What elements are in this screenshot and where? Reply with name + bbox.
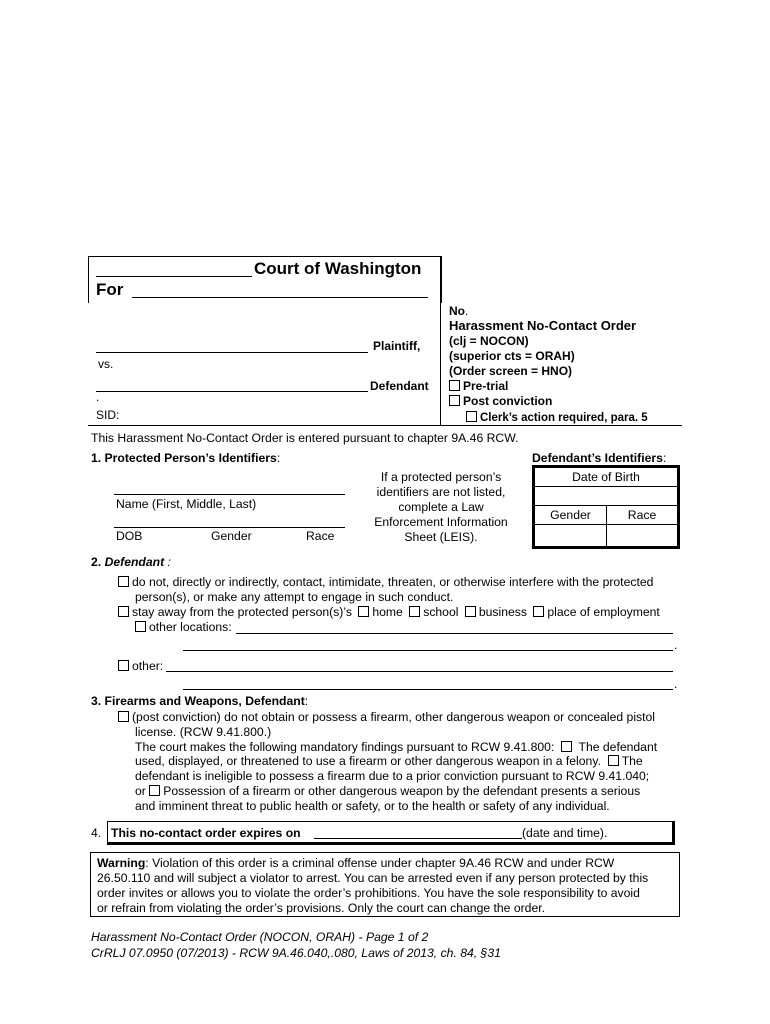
no-contact-checkbox[interactable]	[118, 576, 129, 587]
business-checkbox[interactable]	[465, 606, 476, 617]
section1-heading: 1. Protected Person’s Identifiers:	[91, 451, 281, 465]
clerk-action-option[interactable]: Clerk’s action required, para. 5	[466, 411, 648, 424]
court-county-blank[interactable]	[96, 262, 252, 277]
findings-line-4: or Possession of a firearm or other dangerous weapon by the defendant presents a serious	[135, 784, 641, 798]
findings-line-3: defendant is ineligible to possess a firearm due to a prior conviction pursuant to RCW 9.41.040;	[135, 769, 650, 783]
findings-line: The court makes the following mandatory findings pursuant to RCW 9.41.800: The defendant	[135, 740, 658, 754]
protected-name-blank[interactable]	[114, 480, 345, 495]
dot-mark-1: .	[674, 638, 678, 652]
warning-l3: order invites or allows you to violate the order’s prohibitions. You have the sole responsibility to avoid	[97, 886, 640, 900]
firearm-checkbox[interactable]	[118, 711, 129, 722]
other-blank[interactable]	[166, 658, 673, 672]
def-race-cell[interactable]	[607, 525, 677, 546]
defendant-identifiers-heading: Defendant’s Identifiers:	[532, 451, 667, 465]
warning-l1: Warning: Violation of this order is a criminal offense under chapter 9A.46 RCW and under RCW	[97, 856, 615, 870]
dob-column-header: Date of Birth	[535, 468, 677, 487]
order-title: Harassment No-Contact Order	[449, 318, 637, 333]
home-checkbox[interactable]	[358, 606, 369, 617]
other-locations-checkbox[interactable]	[135, 621, 146, 632]
footer-rule-cite: CrRLJ 07.0950 (07/2013) - RCW 9A.46.040,.080, Laws of 2013, ch. 84, §31	[91, 946, 501, 960]
race-column-header: Race	[607, 506, 677, 525]
footer-form-title: Harassment No-Contact Order (NOCON, ORAH) - Page 1 of 2	[91, 930, 429, 944]
plaintiff-label: Plaintiff,	[373, 339, 421, 353]
warning-l2: 26.50.110 and will subject a violator to arrest. You can be arrested even if any person protected by this	[97, 871, 649, 885]
section2-heading: 2. Defendant :	[91, 555, 171, 569]
other-locations-blank[interactable]	[236, 620, 673, 634]
warning-l4: or refrain from violating the order’s provisions. Only the court can change the order.	[97, 901, 546, 915]
case-number-label: No.	[449, 304, 469, 318]
period-mark: .	[96, 390, 100, 404]
def-gender-cell[interactable]	[535, 525, 606, 546]
stay-away-option[interactable]: stay away from the protected person(s)’s home school business place of employment	[118, 605, 660, 620]
dot-mark-2: .	[674, 677, 678, 691]
no-contact-continued: person(s), or make any attempt to engage in such conduct.	[135, 590, 454, 604]
vs-label: vs.	[98, 357, 114, 371]
findings-line-5: and imminent threat to public health or safety, or to the health or safety of any individual.	[135, 799, 610, 813]
for-label: For	[96, 280, 124, 299]
screen-code: (Order screen = HNO)	[449, 364, 573, 378]
leis-note: If a protected person’s identifiers are not listed, complete a Law Enforcement Information Sheet (LEIS).	[374, 470, 508, 544]
firearm-l2: license. (RCW 9.41.800.)	[135, 725, 272, 739]
defendant-identifiers-table	[532, 465, 680, 549]
other-locations-blank-2[interactable]	[183, 637, 673, 651]
caption-divider	[440, 256, 441, 426]
post-conviction-checkbox[interactable]	[449, 395, 460, 406]
section4-number: 4.	[91, 826, 102, 840]
superior-code: (superior cts = ORAH)	[449, 349, 575, 363]
name-label: Name (First, Middle, Last)	[116, 497, 257, 511]
caption-bottom-rule	[88, 425, 682, 426]
finding-prior-checkbox[interactable]	[608, 755, 619, 766]
post-conviction-option[interactable]: Post conviction	[449, 394, 552, 408]
for-county-blank[interactable]	[132, 283, 428, 298]
clerk-action-checkbox[interactable]	[466, 411, 477, 422]
employment-checkbox[interactable]	[533, 606, 544, 617]
school-checkbox[interactable]	[409, 606, 420, 617]
expires-suffix: (date and time).	[522, 826, 608, 840]
race-label: Race	[306, 529, 335, 543]
findings-line-2: used, displayed, or threatened to use a firearm or other dangerous weapon in a felony. The	[135, 754, 643, 768]
dob-label: DOB	[116, 529, 143, 543]
intro-text: This Harassment No-Contact Order is entered pursuant to chapter 9A.46 RCW.	[91, 431, 519, 445]
sid-label: SID:	[96, 408, 120, 422]
no-contact-option[interactable]: do not, directly or indirectly, contact, intimidate, threaten, or otherwise interfere with the protected	[118, 575, 653, 590]
other-option[interactable]: other:	[118, 659, 163, 674]
other-locations-option[interactable]: other locations:	[135, 620, 232, 635]
pretrial-option[interactable]: Pre-trial	[449, 379, 508, 393]
expiration-date-blank[interactable]	[314, 825, 522, 839]
plaintiff-name-blank[interactable]	[96, 338, 368, 353]
defendant-name-blank[interactable]	[96, 377, 368, 392]
pretrial-checkbox[interactable]	[449, 380, 460, 391]
protected-dob-blank[interactable]	[114, 513, 345, 528]
section3-heading: 3. Firearms and Weapons, Defendant:	[91, 694, 309, 708]
finding-threat-checkbox[interactable]	[149, 785, 160, 796]
clj-code: (clj = NOCON)	[449, 334, 529, 348]
stay-away-checkbox[interactable]	[118, 606, 129, 617]
def-dob-cell[interactable]	[535, 487, 677, 506]
other-blank-2[interactable]	[183, 676, 673, 690]
other-checkbox[interactable]	[118, 660, 129, 671]
finding-felony-checkbox[interactable]	[561, 741, 572, 752]
firearm-option[interactable]: (post conviction) do not obtain or possess a firearm, other dangerous weapon or concealed pistol	[118, 710, 655, 725]
defendant-label: Defendant	[370, 379, 429, 393]
expires-label: This no-contact order expires on	[111, 826, 301, 840]
gender-label: Gender	[211, 529, 252, 543]
gender-column-header: Gender	[535, 506, 606, 525]
court-title: Court of Washington	[254, 259, 422, 278]
